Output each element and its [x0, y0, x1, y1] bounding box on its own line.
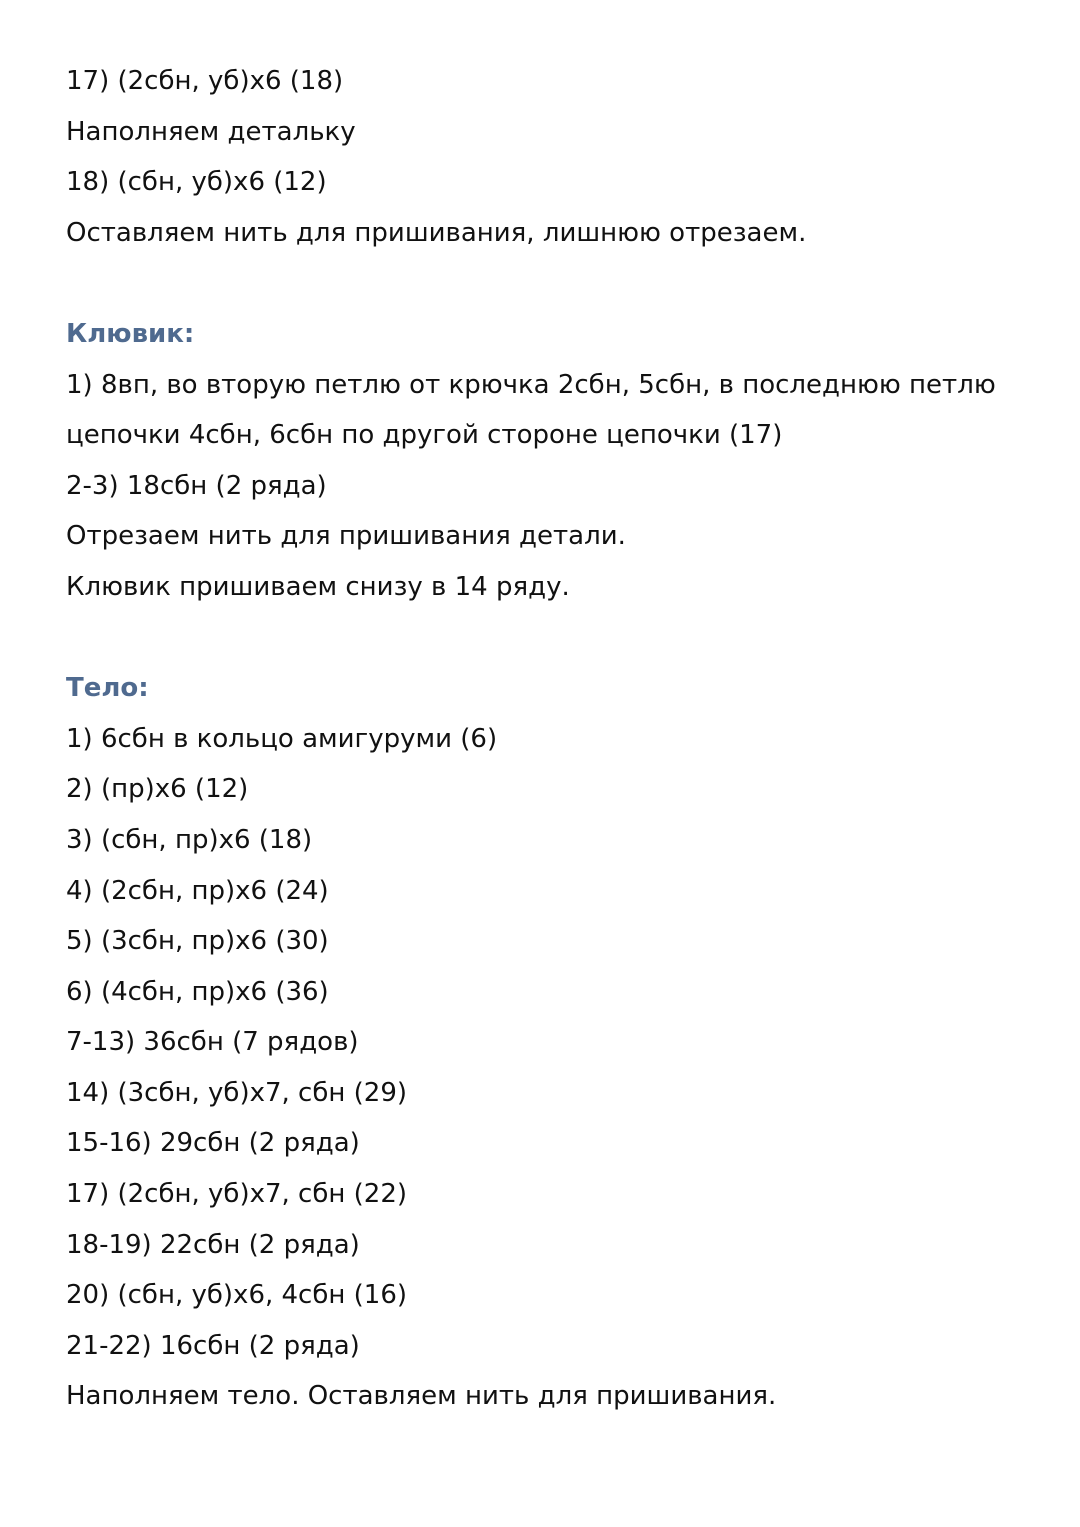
- instruction-line: 15-16) 29сбн (2 ряда): [66, 1128, 360, 1159]
- instruction-line: Оставляем нить для пришивания, лишнюю отрезаем.: [66, 217, 807, 248]
- section-spacer: [66, 258, 1026, 309]
- section-body: [66, 663, 1026, 1422]
- instruction-line: 4) (2сбн, пр)х6 (24): [66, 875, 329, 906]
- instruction-line: Наполняем тело. Оставляем нить для пришивания.: [66, 1381, 777, 1412]
- instruction-line: Наполняем детальку: [66, 116, 356, 147]
- instruction-line: 3) (сбн, пр)х6 (18): [66, 824, 313, 855]
- document-page: [66, 56, 1026, 1422]
- section-top: [66, 56, 1026, 258]
- instruction-line: 1) 8вп, во вторую петлю от крючка 2сбн, 5сбн, в последнюю петлю: [66, 369, 996, 400]
- instruction-line: 17) (2сбн, уб)х7, сбн (22): [66, 1179, 408, 1210]
- section-heading-body: Тело:: [66, 673, 149, 704]
- section-heading-beak: Клювик:: [66, 318, 195, 349]
- instruction-line: 20) (сбн, уб)х6, 4сбн (16): [66, 1280, 408, 1311]
- instruction-line: 7-13) 36сбн (7 рядов): [66, 1027, 359, 1058]
- instruction-line: Клювик пришиваем снизу в 14 ряду.: [66, 571, 570, 602]
- instruction-line: Отрезаем нить для пришивания детали.: [66, 521, 626, 552]
- instruction-line: 6) (4сбн, пр)х6 (36): [66, 976, 329, 1007]
- instruction-line: 5) (3сбн, пр)х6 (30): [66, 926, 329, 957]
- instruction-line: 18) (сбн, уб)х6 (12): [66, 167, 327, 198]
- instruction-line: цепочки 4сбн, 6сбн по другой стороне цепочки (17): [66, 420, 783, 451]
- instruction-line: 14) (3сбн, уб)х7, сбн (29): [66, 1077, 408, 1108]
- instruction-line: 21-22) 16сбн (2 ряда): [66, 1330, 360, 1361]
- instruction-line: 18-19) 22сбн (2 ряда): [66, 1229, 360, 1260]
- instruction-line: 1) 6сбн в кольцо амигуруми (6): [66, 723, 498, 754]
- section-spacer: [66, 613, 1026, 664]
- instruction-line: 2) (пр)х6 (12): [66, 774, 249, 805]
- instruction-line: 2-3) 18сбн (2 ряда): [66, 470, 327, 501]
- section-beak: [66, 309, 1026, 613]
- instruction-line: 17) (2сбн, уб)х6 (18): [66, 66, 344, 96]
